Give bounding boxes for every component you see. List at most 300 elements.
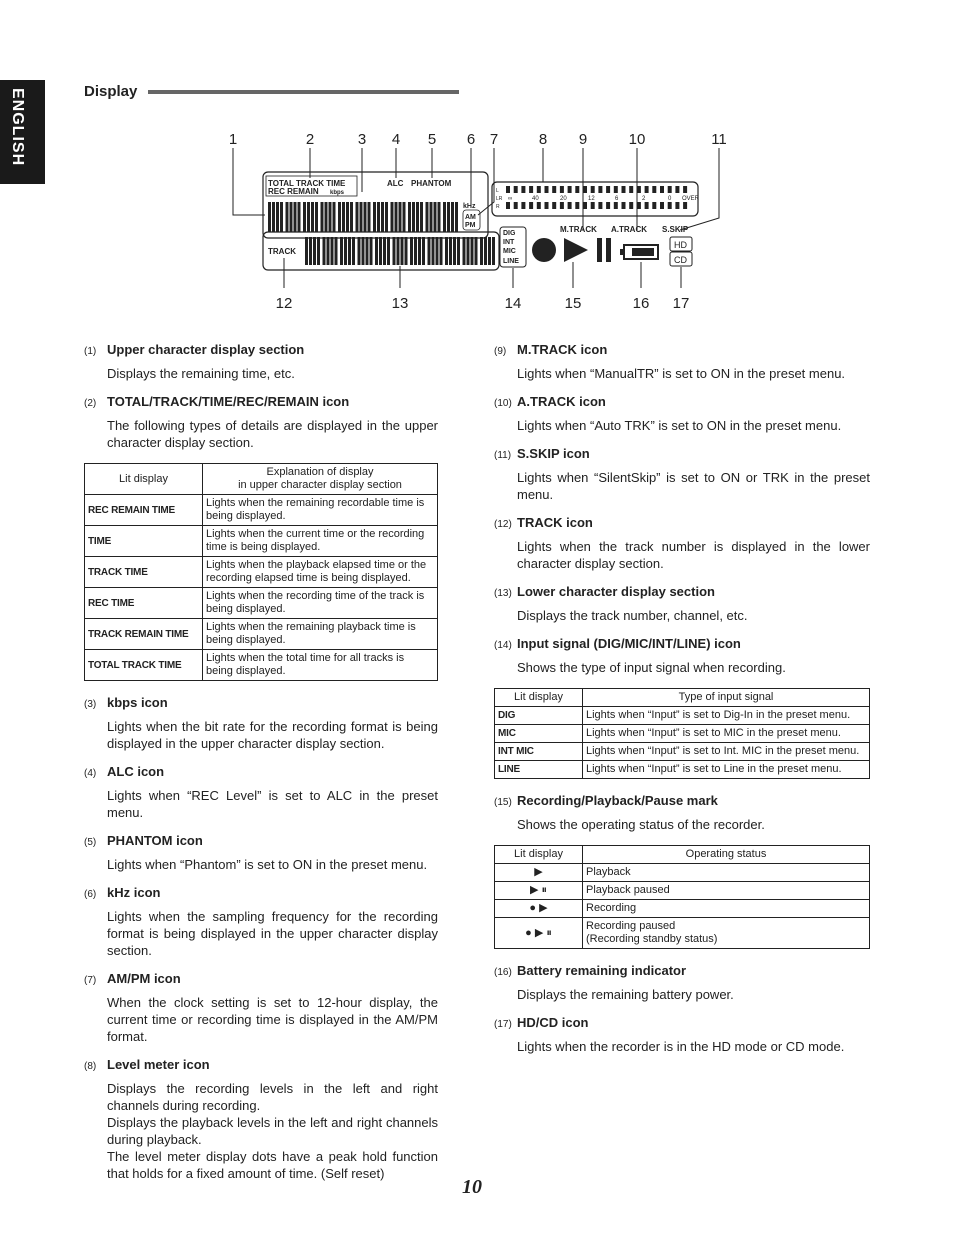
item-text: The following types of details are displayed in the upper character display section. xyxy=(107,418,438,450)
table-value-cell: Lights when the total time for all tracks is being displayed. xyxy=(203,650,438,681)
section-title: Display xyxy=(84,83,138,100)
svg-text:S.SKIP: S.SKIP xyxy=(662,225,689,234)
table-value-cell: Lights when the current time or the recording time is being displayed. xyxy=(203,526,438,557)
segment-digit xyxy=(401,237,404,265)
segment-digit xyxy=(340,237,343,265)
segment-digit xyxy=(436,237,439,265)
segment-digit xyxy=(432,237,435,265)
meter-dot xyxy=(583,202,587,209)
segment-digit xyxy=(327,237,330,265)
table-key-cell: REC TIME xyxy=(85,588,203,619)
segment-digit xyxy=(303,202,306,232)
segment-digit xyxy=(352,237,355,265)
table-header: Operating status xyxy=(583,846,870,864)
meter-dot xyxy=(591,202,595,209)
segment-digit xyxy=(393,237,396,265)
segment-digit xyxy=(492,237,495,265)
description-item xyxy=(84,764,438,821)
meter-dot xyxy=(514,186,518,193)
callout-bottom: 14 xyxy=(504,295,522,312)
segment-digit xyxy=(403,202,406,232)
table-key-cell: ● ▶ xyxy=(495,900,583,918)
table-key-cell: ▶ xyxy=(495,864,583,882)
page-number: 10 xyxy=(462,1176,482,1198)
item-title: PHANTOM icon xyxy=(107,833,203,848)
segment-digit xyxy=(325,202,328,232)
item-title: A.TRACK icon xyxy=(517,394,606,409)
item-text: Lights when “ManualTR” is set to ON in the preset menu. xyxy=(517,366,846,381)
segment-digit xyxy=(290,202,293,232)
segment-digit xyxy=(346,202,349,232)
segment-digit xyxy=(356,202,359,232)
meter-dot xyxy=(560,186,564,193)
svg-text:MIC: MIC xyxy=(503,248,516,255)
segment-digit xyxy=(368,202,371,232)
segment-digit xyxy=(440,237,443,265)
meter-dot xyxy=(598,186,602,193)
input-signal-table xyxy=(494,688,870,779)
item-number: (4) xyxy=(84,768,97,779)
segment-digit xyxy=(410,237,413,265)
description-item xyxy=(494,446,870,503)
item-number: (3) xyxy=(84,699,97,710)
item-number: (2) xyxy=(84,398,97,409)
item-number: (5) xyxy=(84,837,97,848)
svg-text:PHANTOM: PHANTOM xyxy=(411,179,452,188)
callout-top: 6 xyxy=(466,131,476,148)
segment-digit xyxy=(309,237,312,265)
svg-text:kbps: kbps xyxy=(330,190,345,196)
segment-digit xyxy=(373,202,376,232)
meter-dot xyxy=(614,186,618,193)
svg-text:PM: PM xyxy=(465,222,476,229)
callout-top: 1 xyxy=(228,131,238,148)
svg-text:LR: LR xyxy=(496,196,503,202)
svg-text:TRACK: TRACK xyxy=(268,247,296,256)
section-rule xyxy=(148,90,459,94)
meter-dot xyxy=(568,202,572,209)
meter-dot xyxy=(614,202,618,209)
description-item xyxy=(84,1057,438,1182)
item-title: Recording/Playback/Pause mark xyxy=(517,793,718,808)
description-item xyxy=(494,793,870,833)
table-header: Type of input signal xyxy=(583,689,870,707)
item-text: Shows the operating status of the recorder. xyxy=(517,817,765,832)
meter-dot xyxy=(506,186,510,193)
callout-bottom: 16 xyxy=(632,295,650,312)
meter-dot xyxy=(637,202,641,209)
item-text: Lights when “REC Level” is set to ALC in the preset menu. xyxy=(107,788,438,820)
item-number: (16) xyxy=(494,967,512,978)
segment-digit xyxy=(422,237,425,265)
table-value-cell: Lights when the remaining playback time is being displayed. xyxy=(203,619,438,650)
segment-digit xyxy=(420,202,423,232)
table-key-cell: TIME xyxy=(85,526,203,557)
table-row xyxy=(85,619,438,650)
meter-dot xyxy=(637,186,641,193)
meter-scale-label: 6 xyxy=(615,196,619,202)
item-title: Input signal (DIG/MIC/INT/LINE) icon xyxy=(517,636,741,651)
svg-text:REC REMAIN: REC REMAIN xyxy=(268,187,319,196)
item-number: (14) xyxy=(494,640,512,651)
item-number: (17) xyxy=(494,1019,512,1030)
segment-digit xyxy=(294,202,297,232)
meter-dot xyxy=(668,186,672,193)
table-value-cell: Recording paused (Recording standby status) xyxy=(583,918,870,949)
segment-digit xyxy=(399,202,402,232)
table-row xyxy=(495,707,870,725)
table-value-cell: Playback paused xyxy=(583,882,870,900)
meter-scale-label: OVER xyxy=(682,196,700,202)
segment-digit xyxy=(426,202,429,232)
table-header: Explanation of display in upper character display section xyxy=(203,464,438,495)
svg-text:A.TRACK: A.TRACK xyxy=(611,225,647,234)
segment-digit xyxy=(329,202,332,232)
svg-text:L: L xyxy=(496,188,499,194)
meter-dot xyxy=(545,202,549,209)
svg-text:LINE: LINE xyxy=(503,258,519,265)
description-item xyxy=(84,394,438,451)
meter-dot xyxy=(537,186,541,193)
description-item xyxy=(494,394,870,434)
table-row xyxy=(85,495,438,526)
segment-digit xyxy=(370,237,373,265)
svg-text:TOTAL TRACK TIME: TOTAL TRACK TIME xyxy=(268,179,346,188)
meter-dot xyxy=(645,186,649,193)
segment-digit xyxy=(408,202,411,232)
item-text: Lights when the sampling frequency for the recording format is being displayed in the upper character display section. xyxy=(107,909,438,958)
meter-dot xyxy=(552,186,556,193)
segment-digit xyxy=(397,237,400,265)
svg-text:INT: INT xyxy=(503,239,515,246)
meter-dot xyxy=(537,202,541,209)
segment-digit xyxy=(391,202,394,232)
meter-scale-label: 2 xyxy=(642,196,646,202)
table-value-cell: Lights when the recording time of the track is being displayed. xyxy=(203,588,438,619)
meter-dot xyxy=(583,186,587,193)
meter-dot xyxy=(629,202,633,209)
item-text: Lights when the bit rate for the recording format is being displayed in the upper character display section. xyxy=(107,719,438,751)
segment-digit xyxy=(315,202,318,232)
segment-digit xyxy=(438,202,441,232)
callout-bottom: 13 xyxy=(391,295,409,312)
table-row xyxy=(85,526,438,557)
callout-bottom: 15 xyxy=(564,295,582,312)
item-title: Upper character display section xyxy=(107,342,305,357)
segment-digit xyxy=(268,202,271,232)
table-key-cell: INT MIC xyxy=(495,743,583,761)
segment-digit xyxy=(455,202,458,232)
meter-scale-label: ∞ xyxy=(508,196,513,202)
segment-digit xyxy=(331,237,334,265)
table-header: Lit display xyxy=(495,846,583,864)
description-item xyxy=(494,515,870,572)
callout-top: 3 xyxy=(357,131,367,148)
table-key-cell: DIG xyxy=(495,707,583,725)
table-row xyxy=(495,882,870,900)
meter-scale-label: 40 xyxy=(532,196,539,202)
meter-dot xyxy=(591,186,595,193)
item-title: kHz icon xyxy=(107,885,161,900)
segment-digit xyxy=(451,202,454,232)
lit-display-table xyxy=(84,463,438,681)
segment-digit xyxy=(480,237,483,265)
svg-text:ALC: ALC xyxy=(387,179,404,188)
meter-dot xyxy=(552,202,556,209)
item-text: The level meter display dots have a peak hold function that holds for a fixed amount of time. (Self reset) xyxy=(107,1149,438,1181)
meter-dot xyxy=(560,202,564,209)
meter-dot xyxy=(521,186,525,193)
table-row xyxy=(495,725,870,743)
table-key-cell: TRACK REMAIN TIME xyxy=(85,619,203,650)
segment-digit xyxy=(475,237,478,265)
segment-digit xyxy=(463,237,466,265)
meter-dot xyxy=(675,186,679,193)
item-title: HD/CD icon xyxy=(517,1015,589,1030)
segment-digit xyxy=(383,237,386,265)
meter-dot xyxy=(622,186,626,193)
table-value-cell: Lights when “Input” is set to Dig-In in the preset menu. xyxy=(583,707,870,725)
item-text: Shows the type of input signal when recording. xyxy=(517,660,786,675)
item-text: Displays the recording levels in the left and right channels during recording. xyxy=(107,1081,438,1113)
right-column xyxy=(494,342,870,1067)
callout-top: 9 xyxy=(578,131,588,148)
meter-dot xyxy=(545,186,549,193)
item-number: (8) xyxy=(84,1061,97,1072)
item-text: Displays the remaining battery power. xyxy=(517,987,734,1002)
segment-digit xyxy=(321,202,324,232)
item-text: Displays the playback levels in the left and right channels during playback. xyxy=(107,1115,438,1147)
description-item xyxy=(494,636,870,676)
segment-digit xyxy=(457,237,460,265)
description-item xyxy=(84,885,438,959)
callout-top: 8 xyxy=(538,131,548,148)
item-text: Lights when “Auto TRK” is set to ON in the preset menu. xyxy=(517,418,842,433)
meter-dot xyxy=(622,202,626,209)
segment-digit xyxy=(364,202,367,232)
item-number: (15) xyxy=(494,797,512,808)
meter-dot xyxy=(660,202,664,209)
table-row xyxy=(495,743,870,761)
item-text: Lights when “SilentSkip” is set to ON or TRK in the preset menu. xyxy=(517,470,870,502)
table-value-cell: Lights when “Input” is set to Line in the preset menu. xyxy=(583,761,870,779)
segment-digit xyxy=(405,237,408,265)
svg-text:CD: CD xyxy=(674,255,687,265)
callout-top: 2 xyxy=(305,131,315,148)
segment-digit xyxy=(414,237,417,265)
callout-top: 11 xyxy=(711,131,727,148)
segment-digit xyxy=(366,237,369,265)
meter-dot xyxy=(575,202,579,209)
item-number: (7) xyxy=(84,975,97,986)
svg-text:M.TRACK: M.TRACK xyxy=(560,225,597,234)
table-value-cell: Recording xyxy=(583,900,870,918)
item-title: TRACK icon xyxy=(517,515,593,530)
item-title: AM/PM icon xyxy=(107,971,181,986)
table-value-cell: Lights when “Input” is set to Int. MIC in the preset menu. xyxy=(583,743,870,761)
description-item xyxy=(84,342,438,382)
meter-dot xyxy=(629,186,633,193)
segment-digit xyxy=(430,202,433,232)
item-text: Displays the remaining time, etc. xyxy=(107,366,295,381)
table-row xyxy=(495,918,870,949)
item-title: ALC icon xyxy=(107,764,165,779)
segment-digit xyxy=(381,202,384,232)
meter-scale-label: 12 xyxy=(588,196,595,202)
svg-text:HD: HD xyxy=(674,240,687,250)
segment-digit xyxy=(379,237,382,265)
segment-digit xyxy=(375,237,378,265)
description-item xyxy=(494,342,870,382)
table-row xyxy=(495,900,870,918)
segment-digit xyxy=(358,237,361,265)
meter-dot xyxy=(506,202,510,209)
segment-digit xyxy=(342,202,345,232)
segment-digit xyxy=(360,202,363,232)
item-title: Lower character display section xyxy=(517,584,715,599)
table-row xyxy=(495,864,870,882)
meter-dot xyxy=(668,202,672,209)
segment-digit xyxy=(323,237,326,265)
segment-digit xyxy=(305,237,308,265)
segment-digit xyxy=(276,202,279,232)
segment-digit xyxy=(272,202,275,232)
svg-text:AM: AM xyxy=(465,214,476,221)
table-row xyxy=(495,761,870,779)
segment-digit xyxy=(412,202,415,232)
meter-dot xyxy=(529,202,533,209)
item-number: (6) xyxy=(84,889,97,900)
segment-digit xyxy=(395,202,398,232)
callout-bottom: 17 xyxy=(672,295,690,312)
table-header: Lit display xyxy=(85,464,203,495)
segment-digit xyxy=(348,237,351,265)
item-text: When the clock setting is set to 12-hour display, the current time or recording time is displayed in the AM/PM format. xyxy=(107,995,438,1044)
table-value-cell: Playback xyxy=(583,864,870,882)
segment-digit xyxy=(335,237,338,265)
item-number: (1) xyxy=(84,346,97,357)
display-diagram xyxy=(200,120,760,320)
segment-digit xyxy=(317,237,320,265)
segment-digit xyxy=(447,202,450,232)
svg-text:kHz: kHz xyxy=(463,203,476,210)
meter-dot xyxy=(675,202,679,209)
svg-text:R: R xyxy=(496,204,500,210)
language-tab: ENGLISH xyxy=(0,80,45,184)
meter-scale-label: 20 xyxy=(560,196,567,202)
segment-digit xyxy=(280,202,283,232)
meter-dot xyxy=(683,202,687,209)
table-key-cell: TRACK TIME xyxy=(85,557,203,588)
meter-dot xyxy=(645,202,649,209)
segment-digit xyxy=(333,202,336,232)
segment-digit xyxy=(307,202,310,232)
description-item xyxy=(84,695,438,752)
table-key-cell: ● ▶ ⏸ xyxy=(495,918,583,949)
item-text: Displays the track number, channel, etc. xyxy=(517,608,748,623)
description-item xyxy=(84,833,438,873)
table-value-cell: Lights when the playback elapsed time or the recording elapsed time is being displayed. xyxy=(203,557,438,588)
table-row xyxy=(85,650,438,681)
callout-top: 10 xyxy=(628,131,646,148)
segment-digit xyxy=(443,202,446,232)
callout-bottom: 12 xyxy=(275,295,293,312)
segment-digit xyxy=(344,237,347,265)
meter-dot xyxy=(521,202,525,209)
meter-dot xyxy=(598,202,602,209)
item-number: (10) xyxy=(494,398,512,409)
segment-digit xyxy=(484,237,487,265)
table-key-cell: TOTAL TRACK TIME xyxy=(85,650,203,681)
meter-dot xyxy=(606,202,610,209)
table-key-cell: LINE xyxy=(495,761,583,779)
table-value-cell: Lights when the remaining recordable time is being displayed. xyxy=(203,495,438,526)
segment-digit xyxy=(418,237,421,265)
segment-digit xyxy=(362,237,365,265)
segment-digit xyxy=(313,237,316,265)
item-text: Lights when the recorder is in the HD mode or CD mode. xyxy=(517,1039,845,1054)
table-header: Lit display xyxy=(495,689,583,707)
segment-digit xyxy=(416,202,419,232)
item-title: Level meter icon xyxy=(107,1057,210,1072)
operating-status-table xyxy=(494,845,870,949)
meter-scale-label: 0 xyxy=(668,196,672,202)
segment-digit xyxy=(387,237,390,265)
segment-digit xyxy=(471,237,474,265)
table-row xyxy=(85,557,438,588)
segment-digit xyxy=(338,202,341,232)
segment-digit xyxy=(488,237,491,265)
item-text: Lights when the track number is displayed in the lower character display section. xyxy=(517,539,870,571)
left-column xyxy=(84,342,438,1194)
item-title: Battery remaining indicator xyxy=(517,963,687,978)
callout-top: 4 xyxy=(391,131,401,148)
meter-dot xyxy=(660,186,664,193)
meter-dot xyxy=(652,202,656,209)
meter-dot xyxy=(568,186,572,193)
callout-top: 7 xyxy=(489,131,499,148)
table-key-cell: MIC xyxy=(495,725,583,743)
meter-dot xyxy=(683,186,687,193)
description-item xyxy=(84,971,438,1045)
table-key-cell: ▶ ⏸ xyxy=(495,882,583,900)
table-value-cell: Lights when “Input” is set to MIC in the preset menu. xyxy=(583,725,870,743)
item-title: M.TRACK icon xyxy=(517,342,608,357)
item-number: (13) xyxy=(494,588,512,599)
segment-digit xyxy=(377,202,380,232)
segment-digit xyxy=(350,202,353,232)
callout-top: 5 xyxy=(427,131,437,148)
segment-digit xyxy=(445,237,448,265)
item-title: TOTAL/TRACK/TIME/REC/REMAIN icon xyxy=(107,394,350,409)
table-key-cell: REC REMAIN TIME xyxy=(85,495,203,526)
segment-digit xyxy=(286,202,289,232)
segment-digit xyxy=(385,202,388,232)
table-row xyxy=(85,588,438,619)
meter-dot xyxy=(514,202,518,209)
svg-text:DIG: DIG xyxy=(503,230,516,237)
segment-digit xyxy=(449,237,452,265)
segment-digit xyxy=(434,202,437,232)
meter-dot xyxy=(575,186,579,193)
item-number: (11) xyxy=(494,450,512,461)
meter-dot xyxy=(652,186,656,193)
item-number: (9) xyxy=(494,346,507,357)
segment-digit xyxy=(298,202,301,232)
meter-dot xyxy=(529,186,533,193)
segment-digit xyxy=(428,237,431,265)
segment-digit xyxy=(311,202,314,232)
